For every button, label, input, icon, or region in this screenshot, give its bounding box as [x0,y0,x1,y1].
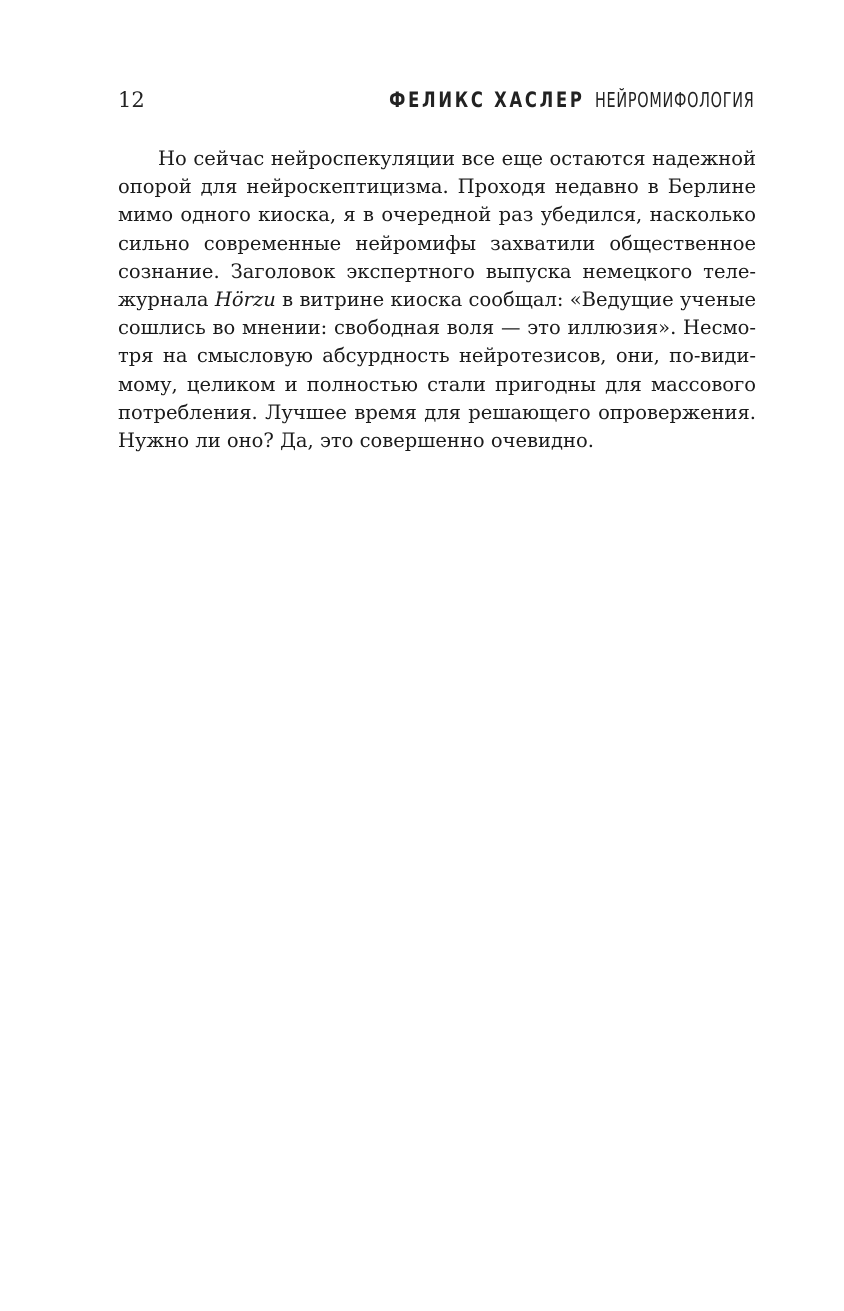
author-name: ФЕЛИКС ХАСЛЕР [389,88,585,112]
text-line: тря на смысловую абсурдность нейротезисов, они, по-види- [118,344,756,368]
body-paragraph [118,145,756,455]
text-line: сильно современные нейромифы захватили общественное [118,231,756,255]
text-line: мому, целиком и полностью стали пригодны для массового [118,372,756,396]
text-line: Но сейчас нейроспекуляции все еще остаются надежной [158,147,756,170]
magazine-title: Hörzu [214,287,276,311]
text-line: мимо одного киоска, я в очередной раз убедился, насколько [118,203,756,227]
book-title: НЕЙРОМИФОЛОГИЯ [594,88,754,112]
text-fragment: в витрине киоска сообщал: «Ведущие ученые [282,287,756,311]
text-line: опорой для нейроскептицизма. Проходя недавно в Берлине [118,175,756,199]
text-line-last: Нужно ли оно? Да, это совершенно очевидно. [118,428,594,452]
header-titles [334,88,754,112]
text-line: потребления. Лучшее время для решающего опровержения. [118,400,756,424]
text-fragment: журнала [118,287,209,311]
text-line: сознание. Заголовок экспертного выпуска немецкого теле- [118,259,756,283]
text-line: сошлись во мнении: свободная воля — это иллюзия». Несмо- [118,316,756,340]
running-head [118,88,754,122]
text-line-with-italic [118,286,756,314]
page-number: 12 [118,88,145,112]
